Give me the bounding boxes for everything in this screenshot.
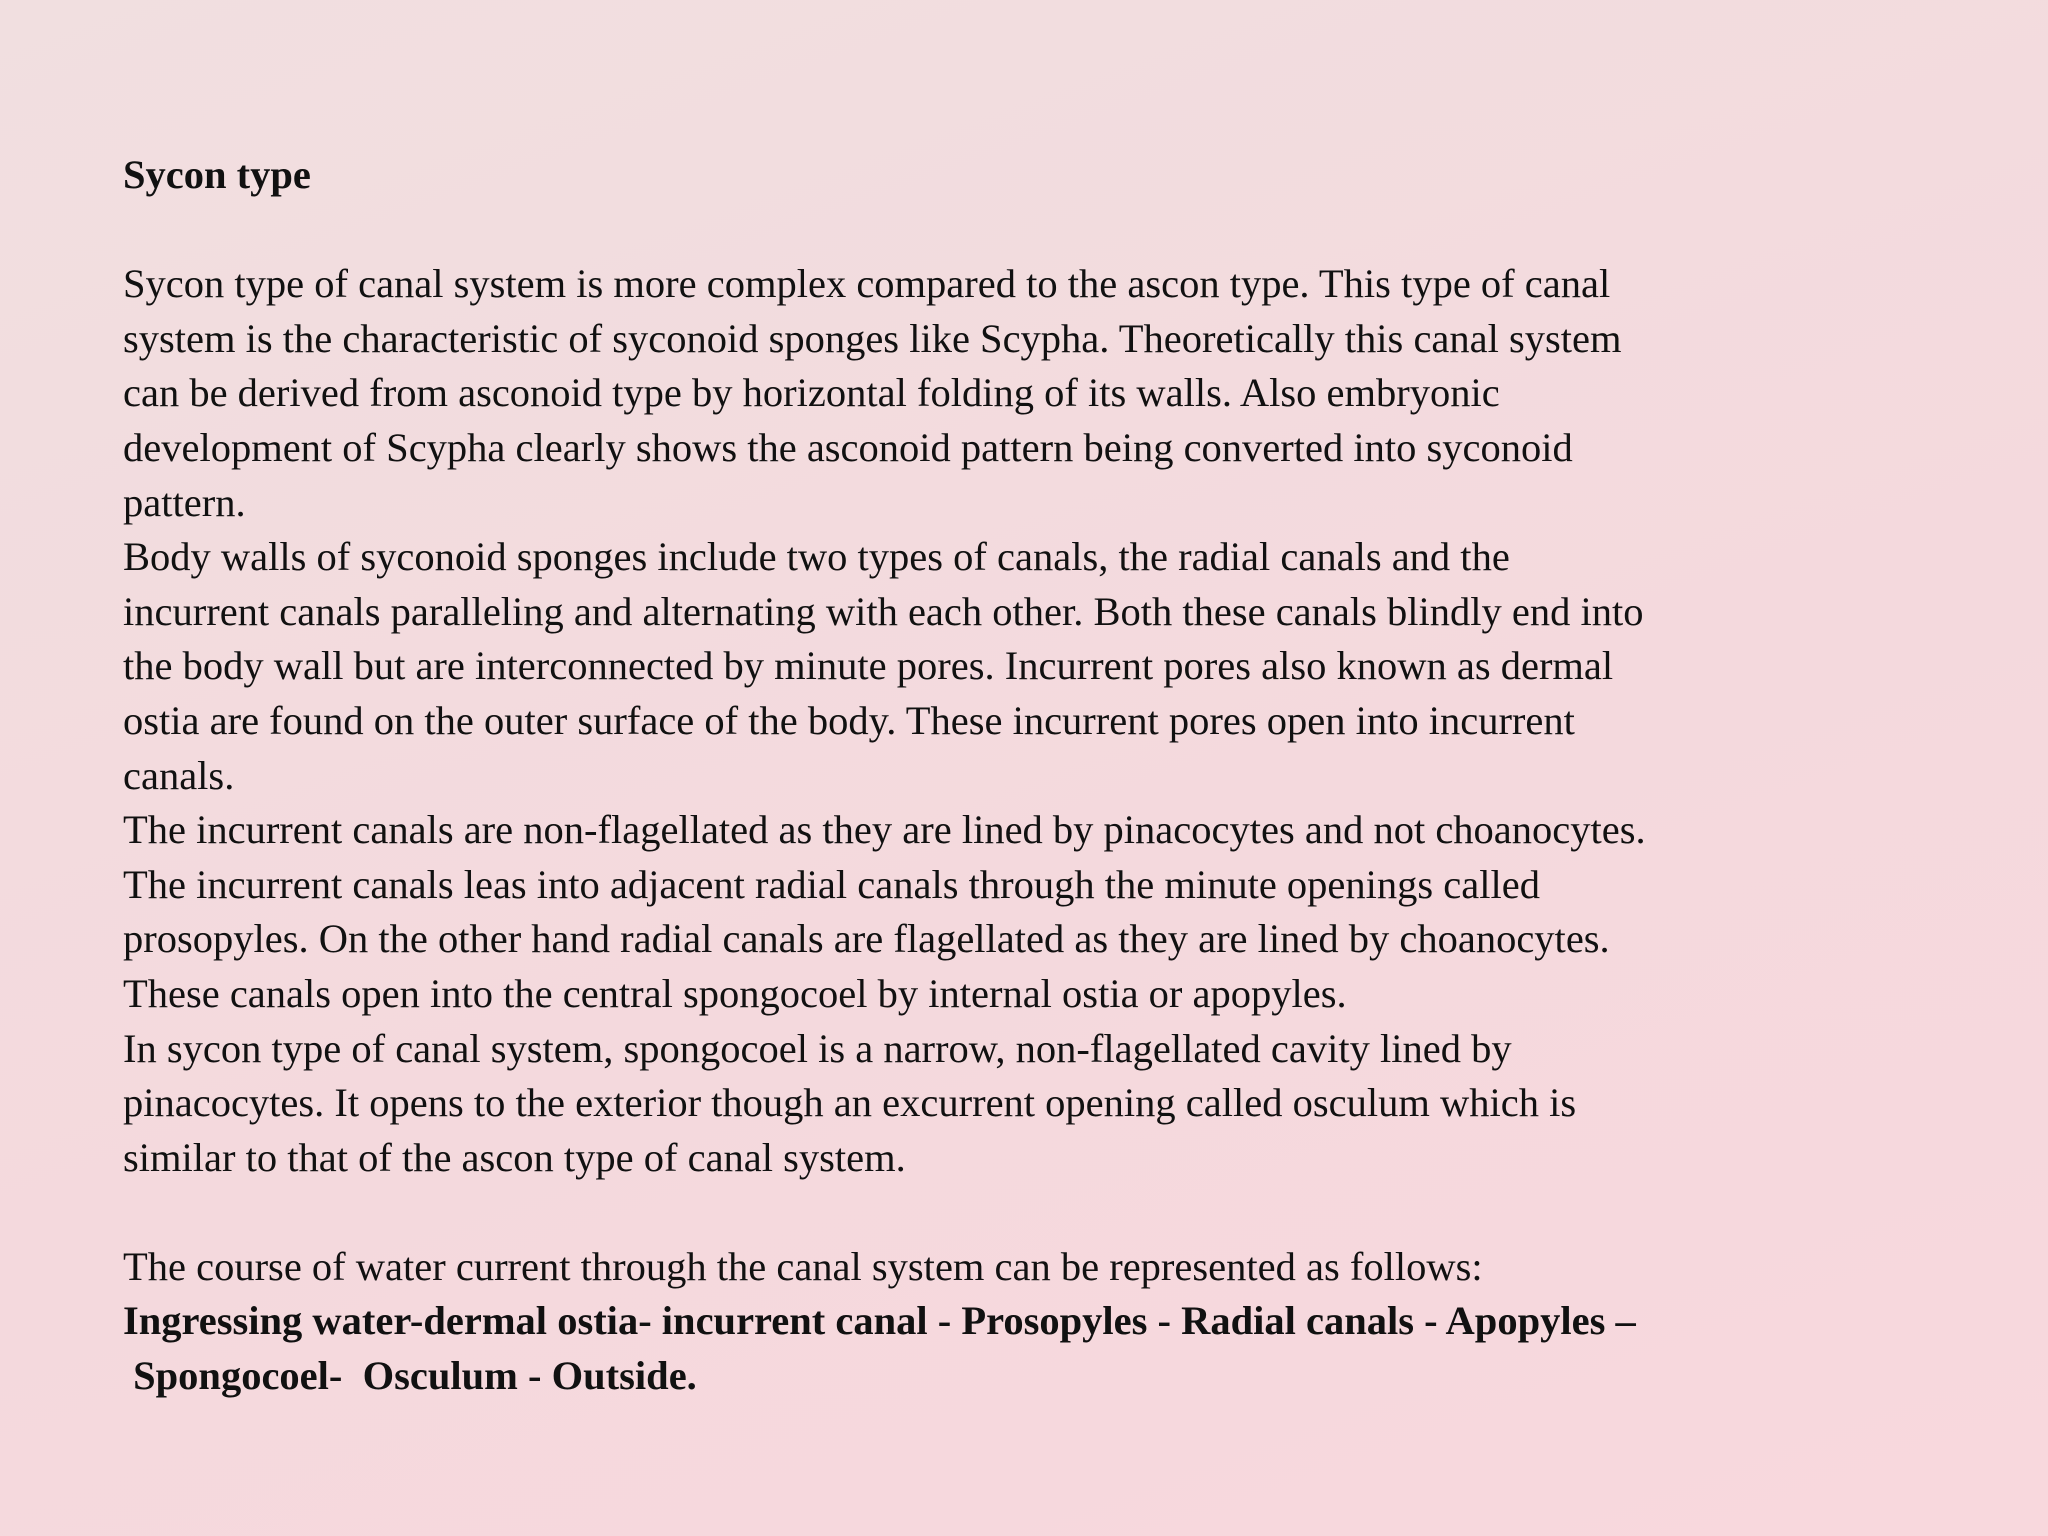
- paragraph-body-walls: [123, 530, 2003, 803]
- text-line: can be derived from asconoid type by horizontal folding of its walls. Also embryonic: [123, 370, 1500, 416]
- text-line: canals.: [123, 752, 235, 798]
- text-line: similar to that of the ascon type of canal system.: [123, 1134, 906, 1180]
- text-line: Sycon type of canal system is more complex compared to the ascon type. This type of canal: [123, 261, 1611, 307]
- text-line: pinacocytes. It opens to the exterior though an excurrent opening called osculum which is: [123, 1080, 1577, 1126]
- text-line: prosopyles. On the other hand radial canals are flagellated as they are lined by choanocytes.: [123, 916, 1610, 962]
- water-course-path: Spongocoel- Osculum - Outside.: [123, 1353, 697, 1399]
- paragraph-spongocoel: [123, 1022, 2003, 1186]
- spacer: [123, 1185, 2003, 1240]
- text-line: incurrent canals paralleling and alternating with each other. Both these canals blindly end into: [123, 588, 1644, 634]
- slide-content: [123, 148, 2003, 1404]
- water-course-intro: The course of water current through the canal system can be represented as follows:: [123, 1243, 1483, 1289]
- text-line: pattern.: [123, 479, 246, 525]
- paragraph-intro: [123, 257, 2003, 530]
- text-line: These canals open into the central spongocoel by internal ostia or apopyles.: [123, 970, 1347, 1016]
- spacer: [123, 203, 2003, 258]
- text-line: ostia are found on the outer surface of the body. These incurrent pores open into incurrent: [123, 697, 1575, 743]
- water-course-path: Ingressing water-dermal ostia- incurrent canal - Prosopyles - Radial canals - Apopyles –: [123, 1298, 1636, 1344]
- text-line: The incurrent canals are non-flagellated as they are lined by pinacocytes and not choanocytes.: [123, 807, 1646, 853]
- text-line: In sycon type of canal system, spongocoel is a narrow, non-flagellated cavity lined by: [123, 1025, 1512, 1071]
- text-line: development of Scypha clearly shows the asconoid pattern being converted into syconoid: [123, 424, 1573, 470]
- section-heading: Sycon type: [123, 152, 311, 197]
- text-line: the body wall but are interconnected by minute pores. Incurrent pores also known as dermal: [123, 643, 1614, 689]
- paragraph-incurrent-canals: [123, 803, 2003, 1021]
- text-line: system is the characteristic of syconoid sponges like Scypha. Theoretically this canal system: [123, 315, 1622, 361]
- text-line: The incurrent canals leas into adjacent radial canals through the minute openings called: [123, 861, 1540, 907]
- text-line: Body walls of syconoid sponges include two types of canals, the radial canals and the: [123, 534, 1510, 580]
